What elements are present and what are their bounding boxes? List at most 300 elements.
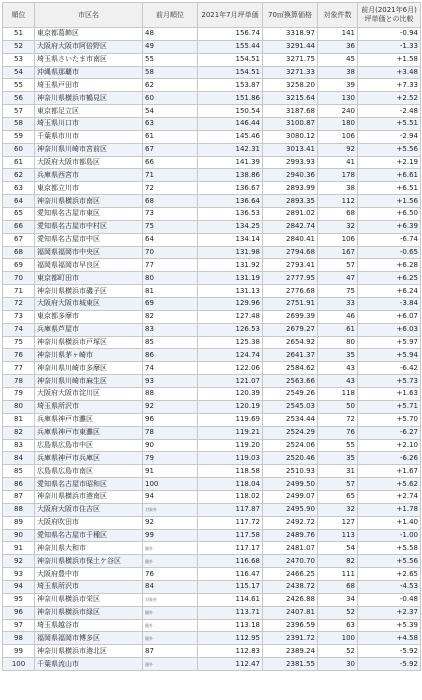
cell-count: 43 xyxy=(318,375,358,388)
cell-rank: 57 xyxy=(3,105,35,118)
table-row xyxy=(3,426,421,439)
cell-city: 兵庫県芦屋市 xyxy=(35,323,143,336)
table-row xyxy=(3,568,421,581)
cell-change: +5.51 xyxy=(358,118,421,131)
prev-rank-value: 79 xyxy=(145,453,154,462)
cell-rank: 76 xyxy=(3,349,35,362)
cell-count: 38 xyxy=(318,66,358,79)
cell-change: +6.28 xyxy=(358,259,421,272)
cell-rank: 98 xyxy=(3,632,35,645)
cell-rank: 94 xyxy=(3,580,35,593)
cell-prev-rank xyxy=(143,452,198,465)
cell-rank: 85 xyxy=(3,465,35,478)
cell-price70: 3291.44 xyxy=(263,40,318,53)
cell-price: 127.48 xyxy=(198,310,263,323)
cell-rank: 81 xyxy=(3,413,35,426)
prev-rank-value: 81 xyxy=(145,286,154,295)
prev-rank-value: 85 xyxy=(145,338,154,347)
cell-price: 126.53 xyxy=(198,323,263,336)
cell-rank: 62 xyxy=(3,169,35,182)
cell-price: 121.07 xyxy=(198,375,263,388)
cell-price70: 2840.41 xyxy=(263,233,318,246)
table-row xyxy=(3,233,421,246)
cell-city: 神奈川県横浜市鶴見区 xyxy=(35,92,143,105)
cell-price70: 3258.20 xyxy=(263,79,318,92)
prev-rank-value: 64 xyxy=(145,235,154,244)
header-change-line1: 前月(2021年6月) xyxy=(361,5,417,14)
prev-rank-value: 63 xyxy=(145,119,154,128)
cell-count: 65 xyxy=(318,490,358,503)
prev-rank-value: 86 xyxy=(145,350,154,359)
table-row xyxy=(3,40,421,53)
table-row xyxy=(3,130,421,143)
cell-city: 福岡県福岡市早良区 xyxy=(35,259,143,272)
table-row xyxy=(3,118,421,131)
prev-rank-value: 67 xyxy=(145,145,154,154)
table-row xyxy=(3,580,421,593)
cell-price70: 2584.62 xyxy=(263,362,318,375)
cell-price: 117.72 xyxy=(198,516,263,529)
cell-count: 57 xyxy=(318,259,358,272)
cell-prev-rank xyxy=(143,388,198,401)
cell-prev-rank xyxy=(143,53,198,66)
cell-city: 大阪府大阪市住吉区 xyxy=(35,503,143,516)
cell-count: 31 xyxy=(318,465,358,478)
cell-price70: 2777.95 xyxy=(263,272,318,285)
cell-price70: 2776.68 xyxy=(263,285,318,298)
cell-price: 119.21 xyxy=(198,426,263,439)
table-row xyxy=(3,143,421,156)
cell-price: 113.71 xyxy=(198,606,263,619)
cell-change: +4.58 xyxy=(358,632,421,645)
cell-price70: 2842.74 xyxy=(263,220,318,233)
cell-prev-rank xyxy=(143,478,198,491)
prev-rank-note: 圏外 xyxy=(145,635,153,641)
cell-price70: 2891.02 xyxy=(263,208,318,221)
cell-price: 136.64 xyxy=(198,195,263,208)
cell-count: 80 xyxy=(318,336,358,349)
table-row xyxy=(3,529,421,542)
header-city: 市区名 xyxy=(35,3,143,28)
cell-price: 151.86 xyxy=(198,92,263,105)
header-price70: 70㎡換算価格 xyxy=(263,3,318,28)
cell-prev-rank xyxy=(143,323,198,336)
cell-change: +2.19 xyxy=(358,156,421,169)
cell-price: 142.31 xyxy=(198,143,263,156)
cell-price70: 2520.46 xyxy=(263,452,318,465)
header-change-line2: 坪単価との比較 xyxy=(364,15,414,23)
cell-rank: 64 xyxy=(3,195,35,208)
cell-price: 112.95 xyxy=(198,632,263,645)
cell-change: +5.73 xyxy=(358,375,421,388)
table-row xyxy=(3,490,421,503)
cell-rank: 61 xyxy=(3,156,35,169)
cell-change: +5.56 xyxy=(358,143,421,156)
cell-city: 神奈川県川崎市多摩区 xyxy=(35,362,143,375)
table-row xyxy=(3,272,421,285)
cell-rank: 100 xyxy=(3,658,35,671)
cell-change: -6.42 xyxy=(358,362,421,375)
cell-count: 106 xyxy=(318,130,358,143)
cell-count: 52 xyxy=(318,606,358,619)
table-row xyxy=(3,195,421,208)
cell-prev-rank xyxy=(143,426,198,439)
prev-rank-value: 73 xyxy=(145,209,154,218)
prev-rank-note: 圏外 xyxy=(145,661,153,667)
cell-rank: 65 xyxy=(3,208,35,221)
cell-prev-rank xyxy=(143,66,198,79)
cell-change: +1.67 xyxy=(358,465,421,478)
cell-city: 神奈川県川崎市麻生区 xyxy=(35,375,143,388)
cell-price70: 2993.93 xyxy=(263,156,318,169)
cell-rank: 75 xyxy=(3,336,35,349)
prev-rank-value: 49 xyxy=(145,42,154,51)
prev-rank-value: 91 xyxy=(145,466,154,475)
cell-count: 30 xyxy=(318,658,358,671)
prev-rank-value: 88 xyxy=(145,389,154,398)
cell-count: 43 xyxy=(318,362,358,375)
cell-prev-rank xyxy=(143,632,198,645)
cell-city: 埼玉県所沢市 xyxy=(35,400,143,413)
cell-price: 154.51 xyxy=(198,53,263,66)
cell-city: 大阪府大阪市淀川区 xyxy=(35,388,143,401)
prev-rank-value: 93 xyxy=(145,376,154,385)
cell-price: 119.03 xyxy=(198,452,263,465)
cell-city: 神奈川県横浜市栄区 xyxy=(35,593,143,606)
cell-price70: 2534.44 xyxy=(263,413,318,426)
cell-price70: 2381.55 xyxy=(263,658,318,671)
cell-count: 54 xyxy=(318,542,358,555)
prev-rank-note: 圏外 xyxy=(145,545,153,551)
prev-rank-value: 77 xyxy=(145,260,154,269)
cell-change: +6.39 xyxy=(358,220,421,233)
cell-rank: 78 xyxy=(3,375,35,388)
table-row xyxy=(3,349,421,362)
cell-count: 36 xyxy=(318,40,358,53)
cell-change: -5.92 xyxy=(358,645,421,658)
cell-price: 120.19 xyxy=(198,400,263,413)
prev-rank-value: 78 xyxy=(145,428,154,437)
table-row xyxy=(3,246,421,259)
cell-change: +1.63 xyxy=(358,388,421,401)
table-row xyxy=(3,439,421,452)
cell-change: +2.52 xyxy=(358,92,421,105)
table-row xyxy=(3,516,421,529)
cell-city: 大阪府大阪市阿倍野区 xyxy=(35,40,143,53)
cell-price70: 2389.24 xyxy=(263,645,318,658)
table-row xyxy=(3,375,421,388)
cell-change: +2.74 xyxy=(358,490,421,503)
cell-price: 136.67 xyxy=(198,182,263,195)
cell-count: 106 xyxy=(318,233,358,246)
cell-city: 千葉県流山市 xyxy=(35,658,143,671)
cell-price: 117.17 xyxy=(198,542,263,555)
cell-change: -0.48 xyxy=(358,593,421,606)
cell-city: 愛知県名古屋市千種区 xyxy=(35,529,143,542)
cell-change: +5.39 xyxy=(358,619,421,632)
cell-prev-rank xyxy=(143,143,198,156)
cell-change: +2.10 xyxy=(358,439,421,452)
cell-prev-rank xyxy=(143,645,198,658)
cell-prev-rank xyxy=(143,593,198,606)
cell-change: -1.33 xyxy=(358,40,421,53)
cell-price: 114.61 xyxy=(198,593,263,606)
cell-count: 75 xyxy=(318,285,358,298)
cell-prev-rank xyxy=(143,503,198,516)
cell-rank: 70 xyxy=(3,272,35,285)
prev-rank-value: 82 xyxy=(145,312,154,321)
cell-rank: 74 xyxy=(3,323,35,336)
cell-rank: 68 xyxy=(3,246,35,259)
ranking-table xyxy=(2,2,421,671)
cell-city: 福岡県福岡市博多区 xyxy=(35,632,143,645)
cell-change: -5.92 xyxy=(358,658,421,671)
table-row xyxy=(3,156,421,169)
cell-change: +6.07 xyxy=(358,310,421,323)
cell-price: 112.47 xyxy=(198,658,263,671)
cell-rank: 54 xyxy=(3,66,35,79)
table-row xyxy=(3,182,421,195)
cell-rank: 63 xyxy=(3,182,35,195)
cell-prev-rank xyxy=(143,349,198,362)
cell-prev-rank xyxy=(143,310,198,323)
cell-price70: 2751.91 xyxy=(263,298,318,311)
cell-city: 沖縄県那覇市 xyxy=(35,66,143,79)
cell-city: 神奈川県大和市 xyxy=(35,542,143,555)
cell-change: -2.48 xyxy=(358,105,421,118)
cell-price: 150.54 xyxy=(198,105,263,118)
cell-prev-rank xyxy=(143,542,198,555)
cell-price: 118.02 xyxy=(198,490,263,503)
cell-count: 167 xyxy=(318,246,358,259)
cell-rank: 96 xyxy=(3,606,35,619)
table-row xyxy=(3,285,421,298)
prev-rank-value: 72 xyxy=(145,183,154,192)
cell-city: 大阪府豊中市 xyxy=(35,568,143,581)
cell-price: 125.38 xyxy=(198,336,263,349)
cell-price70: 2893.99 xyxy=(263,182,318,195)
table-row xyxy=(3,362,421,375)
cell-price70: 2499.50 xyxy=(263,478,318,491)
cell-city: 東京都葛飾区 xyxy=(35,28,143,41)
cell-city: 神奈川県横浜市緑区 xyxy=(35,606,143,619)
prev-rank-value: 70 xyxy=(145,248,154,257)
table-row xyxy=(3,593,421,606)
cell-count: 141 xyxy=(318,28,358,41)
table-header-row xyxy=(3,3,421,28)
table-row xyxy=(3,310,421,323)
cell-rank: 79 xyxy=(3,388,35,401)
cell-change: +5.56 xyxy=(358,555,421,568)
cell-prev-rank xyxy=(143,220,198,233)
cell-change: +5.62 xyxy=(358,478,421,491)
cell-change: +6.50 xyxy=(358,208,421,221)
cell-change: +5.97 xyxy=(358,336,421,349)
cell-price70: 2699.39 xyxy=(263,310,318,323)
table-body xyxy=(3,28,421,671)
cell-prev-rank xyxy=(143,362,198,375)
prev-rank-value: 58 xyxy=(145,68,154,76)
prev-rank-value: 55 xyxy=(145,55,154,64)
cell-price: 131.98 xyxy=(198,246,263,259)
cell-rank: 53 xyxy=(3,53,35,66)
cell-city: 愛知県名古屋市中村区 xyxy=(35,220,143,233)
prev-rank-value: 69 xyxy=(145,299,154,308)
cell-price70: 2391.72 xyxy=(263,632,318,645)
prev-rank-value: 99 xyxy=(145,530,154,539)
cell-count: 92 xyxy=(318,143,358,156)
cell-prev-rank xyxy=(143,285,198,298)
table-row xyxy=(3,606,421,619)
cell-price70: 2940.36 xyxy=(263,169,318,182)
cell-change: -3.84 xyxy=(358,298,421,311)
cell-count: 39 xyxy=(318,79,358,92)
table-row xyxy=(3,542,421,555)
cell-rank: 80 xyxy=(3,400,35,413)
cell-price: 119.69 xyxy=(198,413,263,426)
prev-rank-value: 68 xyxy=(145,196,154,205)
cell-change: +1.56 xyxy=(358,195,421,208)
cell-city: 埼玉県さいたま市南区 xyxy=(35,53,143,66)
cell-price: 116.47 xyxy=(198,568,263,581)
prev-rank-value: 80 xyxy=(145,273,154,282)
cell-count: 45 xyxy=(318,53,358,66)
table-row xyxy=(3,79,421,92)
table-row xyxy=(3,259,421,272)
cell-prev-rank xyxy=(143,516,198,529)
cell-count: 57 xyxy=(318,478,358,491)
cell-prev-rank xyxy=(143,413,198,426)
cell-prev-rank xyxy=(143,92,198,105)
table-row xyxy=(3,632,421,645)
cell-city: 兵庫県神戸市兵庫区 xyxy=(35,452,143,465)
cell-count: 118 xyxy=(318,388,358,401)
cell-count: 33 xyxy=(318,298,358,311)
cell-city: 埼玉県越谷市 xyxy=(35,619,143,632)
cell-change: -6.27 xyxy=(358,426,421,439)
cell-price: 122.06 xyxy=(198,362,263,375)
cell-city: 神奈川県横浜市保土ケ谷区 xyxy=(35,555,143,568)
table-row xyxy=(3,298,421,311)
cell-city: 兵庫県西宮市 xyxy=(35,169,143,182)
prev-rank-value: 94 xyxy=(145,492,154,501)
cell-city: 大阪府大阪市都島区 xyxy=(35,156,143,169)
table-row xyxy=(3,413,421,426)
cell-change: -4.53 xyxy=(358,580,421,593)
cell-price70: 2510.93 xyxy=(263,465,318,478)
cell-rank: 51 xyxy=(3,28,35,41)
cell-prev-rank xyxy=(143,105,198,118)
cell-prev-rank xyxy=(143,156,198,169)
cell-count: 76 xyxy=(318,426,358,439)
cell-price70: 2545.03 xyxy=(263,400,318,413)
cell-price70: 2407.81 xyxy=(263,606,318,619)
cell-city: 大阪府大阪市城東区 xyxy=(35,298,143,311)
prev-rank-value: 74 xyxy=(145,363,154,372)
table-row xyxy=(3,478,421,491)
cell-prev-rank xyxy=(143,169,198,182)
table-row xyxy=(3,208,421,221)
cell-change: -6.26 xyxy=(358,452,421,465)
cell-count: 72 xyxy=(318,413,358,426)
cell-city: 神奈川県横浜市磯子区 xyxy=(35,285,143,298)
cell-price: 153.87 xyxy=(198,79,263,92)
cell-rank: 89 xyxy=(3,516,35,529)
cell-count: 47 xyxy=(318,272,358,285)
cell-rank: 56 xyxy=(3,92,35,105)
cell-prev-rank xyxy=(143,580,198,593)
cell-price: 119.20 xyxy=(198,439,263,452)
cell-prev-rank xyxy=(143,233,198,246)
cell-prev-rank xyxy=(143,336,198,349)
cell-rank: 87 xyxy=(3,490,35,503)
cell-change: +5.70 xyxy=(358,413,421,426)
cell-prev-rank xyxy=(143,490,198,503)
cell-count: 112 xyxy=(318,195,358,208)
cell-change: +5.71 xyxy=(358,400,421,413)
cell-price70: 2641.37 xyxy=(263,349,318,362)
cell-city: 兵庫県神戸市東灘区 xyxy=(35,426,143,439)
cell-price: 131.19 xyxy=(198,272,263,285)
cell-price: 131.13 xyxy=(198,285,263,298)
cell-price70: 2524.29 xyxy=(263,426,318,439)
prev-rank-note: 圏外 xyxy=(145,558,153,564)
cell-price: 145.46 xyxy=(198,130,263,143)
cell-price70: 2793.41 xyxy=(263,259,318,272)
cell-price70: 2654.92 xyxy=(263,336,318,349)
cell-city: 神奈川県横浜市港北区 xyxy=(35,645,143,658)
prev-rank-value: 87 xyxy=(145,646,154,655)
cell-price70: 3013.41 xyxy=(263,143,318,156)
cell-city: 東京都立川市 xyxy=(35,182,143,195)
cell-price: 124.74 xyxy=(198,349,263,362)
cell-prev-rank xyxy=(143,272,198,285)
cell-city: 神奈川県川崎市宮前区 xyxy=(35,143,143,156)
cell-rank: 91 xyxy=(3,542,35,555)
cell-count: 38 xyxy=(318,182,358,195)
cell-rank: 99 xyxy=(3,645,35,658)
cell-prev-rank xyxy=(143,568,198,581)
cell-rank: 66 xyxy=(3,220,35,233)
table-row xyxy=(3,388,421,401)
cell-prev-rank xyxy=(143,40,198,53)
cell-price: 141.39 xyxy=(198,156,263,169)
cell-prev-rank xyxy=(143,555,198,568)
cell-city: 東京都多摩市 xyxy=(35,310,143,323)
cell-rank: 84 xyxy=(3,452,35,465)
cell-rank: 72 xyxy=(3,298,35,311)
cell-city: 福岡県福岡市中央区 xyxy=(35,246,143,259)
cell-prev-rank xyxy=(143,529,198,542)
cell-price70: 2495.90 xyxy=(263,503,318,516)
cell-count: 32 xyxy=(318,503,358,516)
cell-prev-rank xyxy=(143,606,198,619)
cell-price: 116.68 xyxy=(198,555,263,568)
cell-price70: 2466.25 xyxy=(263,568,318,581)
cell-change: +7.33 xyxy=(358,79,421,92)
cell-rank: 58 xyxy=(3,118,35,131)
cell-prev-rank xyxy=(143,465,198,478)
cell-price70: 3271.33 xyxy=(263,66,318,79)
cell-price: 154.51 xyxy=(198,66,263,79)
table-row xyxy=(3,323,421,336)
cell-rank: 69 xyxy=(3,259,35,272)
table-row xyxy=(3,555,421,568)
cell-price70: 2893.35 xyxy=(263,195,318,208)
cell-rank: 60 xyxy=(3,143,35,156)
cell-price70: 2396.59 xyxy=(263,619,318,632)
cell-city: 東京都町田市 xyxy=(35,272,143,285)
